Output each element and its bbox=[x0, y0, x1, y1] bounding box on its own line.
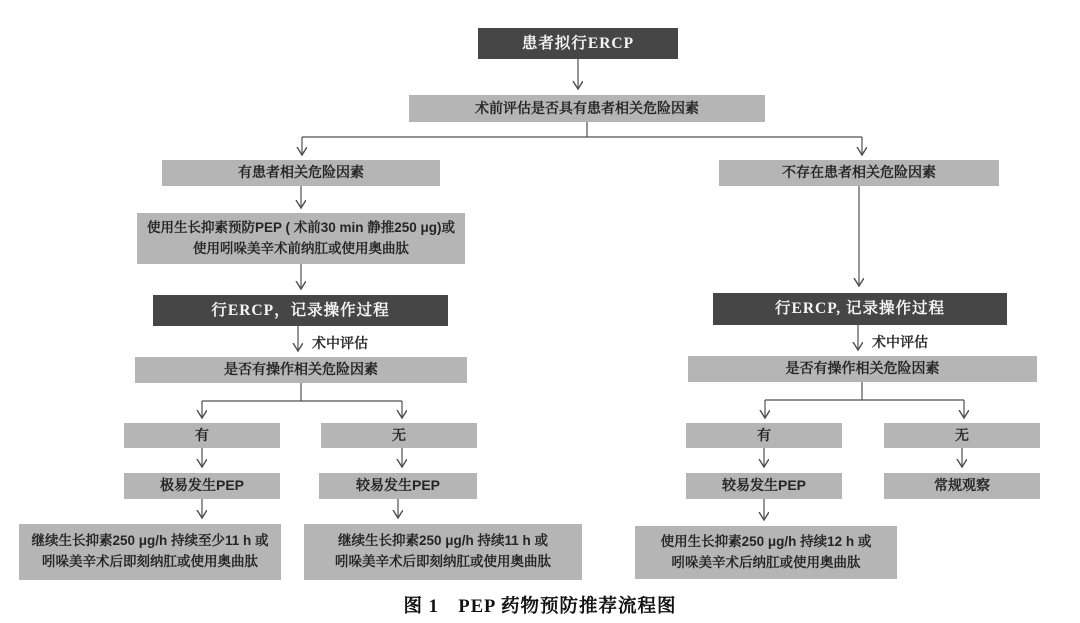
node-left-outcome-yes-line2: 吲哚美辛术后即刻纳肛或使用奥曲肽 bbox=[42, 554, 258, 569]
node-right-outcome-line2: 吲哚美辛术后纳肛或使用奥曲肽 bbox=[671, 554, 861, 570]
node-preop-assessment: 术前评估是否具有患者相关危险因素 bbox=[409, 95, 765, 122]
node-left-very-likely-pep: 极易发生PEP bbox=[124, 473, 280, 499]
node-left-prophylaxis-line2: 使用吲哚美辛术前纳肛或使用奥曲肽 bbox=[193, 240, 409, 256]
node-right-more-likely-pep: 较易发生PEP bbox=[686, 473, 842, 499]
node-left-yes: 有 bbox=[124, 423, 280, 448]
node-left-outcome-no-line2: 吲哚美辛术后即刻纳肛或使用奥曲肽 bbox=[335, 554, 551, 569]
node-left-no: 无 bbox=[321, 423, 477, 448]
node-right-yes: 有 bbox=[686, 423, 842, 448]
node-left-prophylaxis bbox=[137, 213, 465, 264]
figure-caption: 图 1 PEP 药物预防推荐流程图 bbox=[403, 597, 677, 617]
node-left-outcome-no-line1: 继续生长抑素250 μg/h 持续11 h 或 bbox=[337, 533, 549, 549]
node-left-outcome-no bbox=[304, 524, 582, 580]
node-right-no: 无 bbox=[884, 423, 1040, 448]
node-start: 患者拟行ERCP bbox=[478, 28, 678, 59]
node-left-ercp: 行ERCP，记录操作过程 bbox=[153, 295, 448, 326]
node-left-outcome-yes-line1: 继续生长抑素250 μg/h 持续至少11 h 或 bbox=[31, 533, 269, 549]
node-left-outcome-yes bbox=[19, 524, 281, 580]
node-right-routine-observation: 常规观察 bbox=[884, 473, 1040, 499]
node-left-op-risk: 是否有操作相关危险因素 bbox=[135, 357, 467, 383]
node-right-op-risk: 是否有操作相关危险因素 bbox=[688, 356, 1037, 382]
node-left-has-risk: 有患者相关危险因素 bbox=[162, 160, 440, 186]
node-right-ercp: 行ERCP, 记录操作过程 bbox=[713, 293, 1007, 325]
node-right-no-risk: 不存在患者相关危险因素 bbox=[719, 160, 999, 186]
node-left-prophylaxis-line1: 使用生长抑素预防PEP ( 术前30 min 静推250 μg)或 bbox=[146, 219, 456, 235]
label-left-intraop-assessment: 术中评估 bbox=[312, 335, 368, 351]
label-right-intraop-assessment: 术中评估 bbox=[872, 334, 928, 350]
node-right-outcome-line1: 使用生长抑素250 μg/h 持续12 h 或 bbox=[660, 533, 872, 549]
node-right-outcome bbox=[635, 526, 897, 579]
node-left-more-likely-pep: 较易发生PEP bbox=[319, 473, 477, 499]
